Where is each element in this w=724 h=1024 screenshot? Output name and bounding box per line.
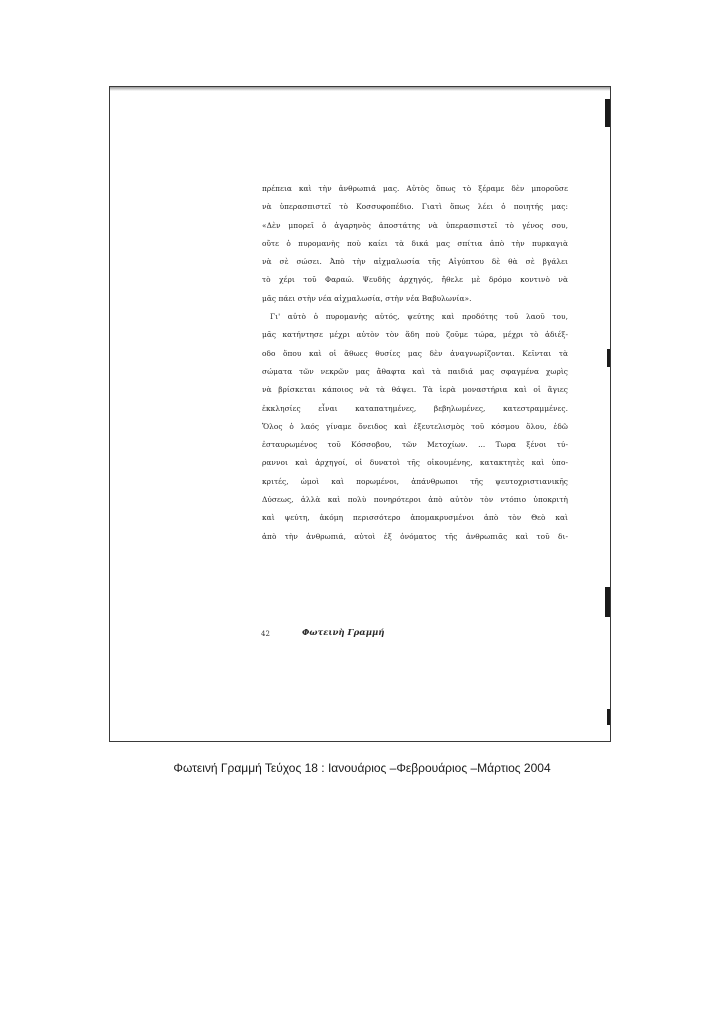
text-line: νὰ βρίσκεται κάποιος νὰ τὰ θάψει. Τὰ ἱερὰ μοναστήρια καὶ οἱ ἅγιες bbox=[262, 385, 568, 395]
text-line: σώματα τῶν νεκρῶν μας ἄθαφτα καὶ τὰ παιδιά μας σφαγμένα χωρὶς bbox=[262, 366, 568, 376]
scan-edge-mark bbox=[607, 709, 610, 725]
text-line: οδο ὅπου καὶ οἱ ἄθωες θυσίες μας δὲν ἀναγνωρίζονται. Κεῖνται τὰ bbox=[262, 348, 568, 358]
text-line: Ὅλος ὁ λαός γίναμε ὄνειδος καὶ ἐξευτελισμὸς τοῦ κόσμου ὅλου, ἐδῶ bbox=[262, 421, 568, 431]
scanned-page bbox=[109, 86, 611, 742]
text-line: νὰ σὲ σώσει. Ἀπὸ τὴν αἰχμαλωσία τῆς Αἰγύπτου δὲ θὰ σὲ βγάλει bbox=[262, 257, 568, 267]
text-line: μᾶς κατήντησε μέχρι αὐτὸν τὸν ἅδη ποὺ ζοῦμε τώρα, μέχρι τὸ ἀδιέξ- bbox=[262, 330, 568, 340]
text-line: οὔτε ὁ πυρομανὴς ποὺ καίει τὰ δικά μας σπίτια ἀπὸ τὴν πυρκαγιὰ bbox=[262, 238, 568, 248]
text-line: ἀπὸ τὴν ἀνθρωπιά, αὐτοὶ ἐξ ὀνόματος τῆς ἀνθρωπιᾶς καὶ τοῦ δι- bbox=[262, 531, 568, 541]
text-line: νὰ ὑπερασπιστεῖ τὸ Κοσσυφοπέδιο. Γιατὶ ὅπως λέει ὁ ποιητής μας: bbox=[262, 202, 568, 212]
text-line: τὸ χέρι τοῦ Φαραώ. Ψευδὴς ἀρχηγός, ἤθελε μὲ δρόμο κοντινὸ νὰ bbox=[262, 275, 568, 285]
text-line: πρέπεια καὶ τὴν ἀνθρωπιά μας. Αὐτὸς ὅπως τὸ ξέραμε δὲν μποροῦσε bbox=[262, 184, 568, 193]
text-line: ραννοι καὶ ἀρχηγοί, οἱ δυνατοὶ τῆς οἰκουμένης, κατακτητὲς καὶ ὑπο- bbox=[262, 458, 568, 468]
text-line: ἐσταυρωμένος τοῦ Κόσσοβου, τῶν Μετοχίων. ... Τωρα ξένοι τύ- bbox=[262, 440, 568, 450]
scan-top-shadow bbox=[110, 87, 610, 91]
running-title: Φωτεινὴ Γραμμή bbox=[302, 628, 385, 638]
issue-caption: Φωτεινή Γραμμή Τεύχος 18 : Ιανουάριος –Φεβρουάριος –Μάρτιος 2004 bbox=[173, 761, 551, 775]
text-line: μᾶς πάει στὴν νέα αἰχμαλωσία, στὴν νέα Βαβυλωνία». bbox=[262, 293, 472, 303]
body-text bbox=[262, 180, 568, 546]
scan-edge-mark bbox=[605, 99, 610, 127]
text-line: κριτές, ὠμοὶ καὶ πορωμένοι, ἀπάνθρωποι τῆς ψευτοχριστιανικῆς bbox=[262, 476, 568, 486]
text-line: Γι' αὐτὸ ὁ πυρομανὴς αὐτός, ψεύτης καὶ προδότης τοῦ λαοῦ του, bbox=[270, 312, 568, 322]
scan-edge-mark bbox=[605, 587, 610, 617]
scan-edge-mark bbox=[607, 349, 610, 367]
text-line: ἐκκλησίες εἶναι καταπατημένες, βεβηλωμένες, κατεστραμμένες. bbox=[262, 403, 568, 413]
text-line: Δύσεως, ἀλλὰ καὶ πολὺ πονηρότεροι ἀπὸ αὐτὸν τὸν ντόπιο ὑποκριτὴ bbox=[262, 495, 568, 505]
page-number: 42 bbox=[261, 630, 270, 638]
text-line: καὶ ψεύτη, ἀκόμη περισσότερο ἀπομακρυσμένοι ἀπὸ τὸν Θεὸ καὶ bbox=[262, 513, 568, 523]
text-line: «Δὲν μπορεῖ ὁ ἀγαρηνὸς ἀποστάτης νὰ ὑπερασπιστεῖ τὸ γένος σου, bbox=[262, 220, 568, 230]
